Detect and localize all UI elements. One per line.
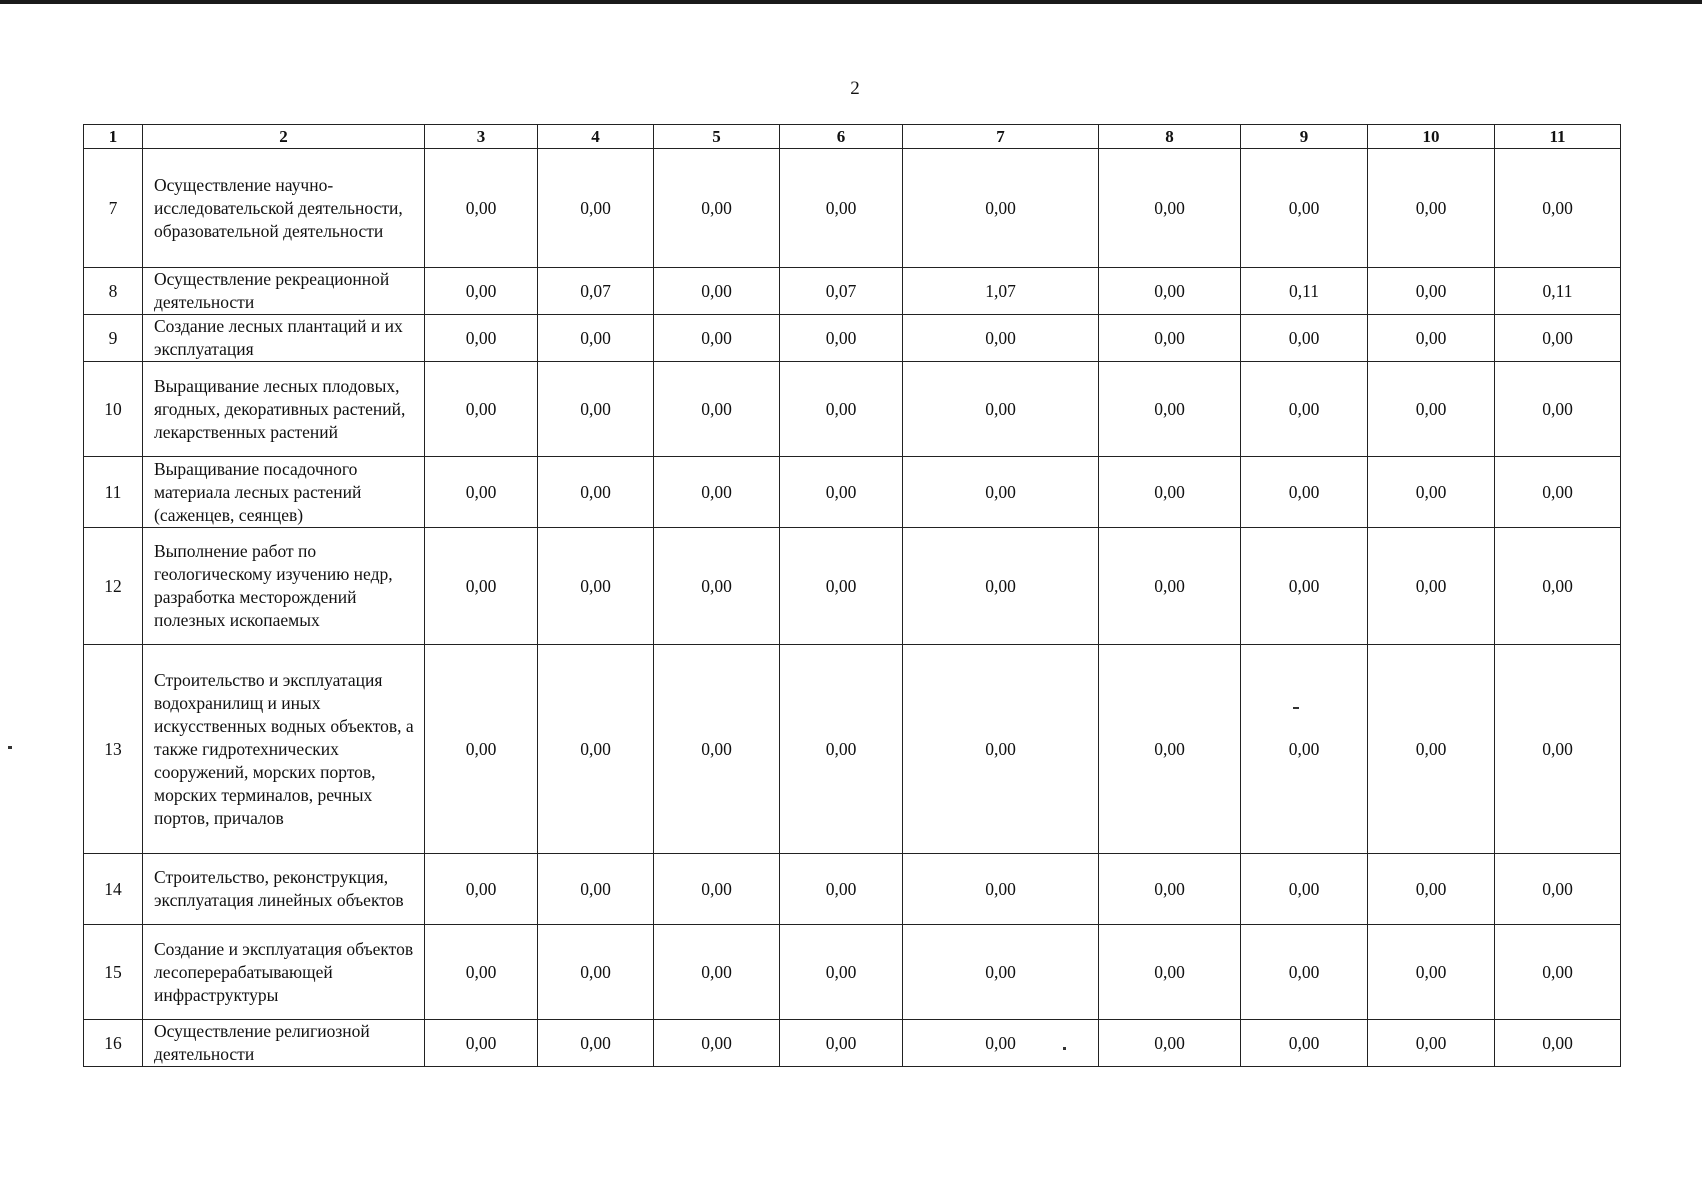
value-cell: 0,00 bbox=[425, 315, 538, 362]
value-cell: 0,00 bbox=[1241, 528, 1368, 645]
column-header: 5 bbox=[654, 125, 780, 149]
value-cell: 0,00 bbox=[1368, 854, 1495, 925]
value-cell: 0,00 bbox=[1495, 362, 1621, 457]
value-cell: 0,00 bbox=[1241, 925, 1368, 1020]
header-row bbox=[84, 125, 1621, 149]
value-cell: 0,00 bbox=[780, 362, 903, 457]
value-cell: 0,00 bbox=[538, 528, 654, 645]
value-cell: 0,00 bbox=[654, 528, 780, 645]
value-cell: 0,00 bbox=[780, 528, 903, 645]
value-cell: 0,00 bbox=[903, 457, 1099, 528]
value-cell: 0,00 bbox=[425, 362, 538, 457]
value-cell: 0,00 bbox=[1495, 528, 1621, 645]
data-table bbox=[83, 124, 1621, 1067]
column-header: 9 bbox=[1241, 125, 1368, 149]
column-header: 1 bbox=[84, 125, 143, 149]
value-cell: 0,00 bbox=[1099, 457, 1241, 528]
value-cell: 0,00 bbox=[538, 315, 654, 362]
value-cell: 0,11 bbox=[1241, 268, 1368, 315]
value-cell: 0,00 bbox=[780, 925, 903, 1020]
table-row bbox=[84, 362, 1621, 457]
value-cell: 0,00 bbox=[1368, 362, 1495, 457]
value-cell: 0,00 bbox=[1241, 457, 1368, 528]
value-cell: 0,00 bbox=[654, 925, 780, 1020]
column-header: 11 bbox=[1495, 125, 1621, 149]
value-cell: 0,00 bbox=[538, 1020, 654, 1067]
row-number: 12 bbox=[84, 528, 143, 645]
value-cell: 0,00 bbox=[780, 149, 903, 268]
value-cell: 0,00 bbox=[903, 528, 1099, 645]
column-header: 7 bbox=[903, 125, 1099, 149]
value-cell: 0,00 bbox=[1241, 315, 1368, 362]
value-cell: 0,00 bbox=[425, 457, 538, 528]
table-row bbox=[84, 457, 1621, 528]
value-cell: 0,00 bbox=[1241, 1020, 1368, 1067]
row-description: Строительство, реконструкция, эксплуатация линейных объектов bbox=[143, 854, 425, 925]
value-cell: 0,00 bbox=[1099, 528, 1241, 645]
value-cell: 0,00 bbox=[654, 854, 780, 925]
value-cell: 0,00 bbox=[654, 457, 780, 528]
value-cell: 0,07 bbox=[780, 268, 903, 315]
value-cell: 0,00 bbox=[903, 362, 1099, 457]
value-cell: 0,00 bbox=[1241, 645, 1368, 854]
row-number: 9 bbox=[84, 315, 143, 362]
value-cell: 0,00 bbox=[1368, 315, 1495, 362]
value-cell: 0,11 bbox=[1495, 268, 1621, 315]
value-cell: 0,00 bbox=[1495, 315, 1621, 362]
value-cell: 0,00 bbox=[654, 645, 780, 854]
value-cell: 0,00 bbox=[654, 268, 780, 315]
value-cell: 0,00 bbox=[1241, 362, 1368, 457]
value-cell: 0,00 bbox=[780, 315, 903, 362]
value-cell: 0,00 bbox=[780, 645, 903, 854]
value-cell: 0,00 bbox=[1495, 645, 1621, 854]
column-header: 10 bbox=[1368, 125, 1495, 149]
value-cell: 1,07 bbox=[903, 268, 1099, 315]
value-cell: 0,00 bbox=[903, 315, 1099, 362]
table-row bbox=[84, 925, 1621, 1020]
value-cell: 0,00 bbox=[1099, 268, 1241, 315]
value-cell: 0,00 bbox=[903, 925, 1099, 1020]
value-cell: 0,00 bbox=[538, 457, 654, 528]
page-number: 2 bbox=[850, 78, 860, 99]
value-cell: 0,00 bbox=[425, 1020, 538, 1067]
row-number: 16 bbox=[84, 1020, 143, 1067]
value-cell: 0,00 bbox=[1368, 457, 1495, 528]
value-cell: 0,00 bbox=[538, 854, 654, 925]
value-cell: 0,00 bbox=[1495, 149, 1621, 268]
value-cell: 0,00 bbox=[425, 854, 538, 925]
value-cell: 0,00 bbox=[1099, 1020, 1241, 1067]
row-number: 14 bbox=[84, 854, 143, 925]
value-cell: 0,00 bbox=[1099, 362, 1241, 457]
table-row bbox=[84, 1020, 1621, 1067]
value-cell: 0,00 bbox=[1368, 925, 1495, 1020]
value-cell: 0,00 bbox=[1099, 925, 1241, 1020]
value-cell: 0,00 bbox=[1368, 149, 1495, 268]
value-cell: 0,00 bbox=[1368, 528, 1495, 645]
row-description: Создание лесных плантаций и их эксплуатация bbox=[143, 315, 425, 362]
value-cell: 0,00 bbox=[1099, 645, 1241, 854]
row-description: Выполнение работ по геологическому изучению недр, разработка месторождений полезных ископаемых bbox=[143, 528, 425, 645]
table-row bbox=[84, 854, 1621, 925]
value-cell: 0,00 bbox=[654, 1020, 780, 1067]
value-cell: 0,00 bbox=[903, 645, 1099, 854]
value-cell: 0,00 bbox=[425, 268, 538, 315]
value-cell: 0,00 bbox=[425, 645, 538, 854]
table-row bbox=[84, 528, 1621, 645]
value-cell: 0,00 bbox=[903, 854, 1099, 925]
value-cell: 0,00 bbox=[780, 457, 903, 528]
table-row bbox=[84, 149, 1621, 268]
value-cell: 0,00 bbox=[654, 149, 780, 268]
value-cell: 0,00 bbox=[1495, 854, 1621, 925]
row-number: 11 bbox=[84, 457, 143, 528]
row-number: 7 bbox=[84, 149, 143, 268]
column-header: 8 bbox=[1099, 125, 1241, 149]
column-header: 2 bbox=[143, 125, 425, 149]
column-header: 4 bbox=[538, 125, 654, 149]
value-cell: 0,00 bbox=[1368, 1020, 1495, 1067]
column-header: 3 bbox=[425, 125, 538, 149]
value-cell: 0,00 bbox=[780, 854, 903, 925]
row-number: 13 bbox=[84, 645, 143, 854]
value-cell: 0,00 bbox=[903, 1020, 1099, 1067]
row-number: 8 bbox=[84, 268, 143, 315]
value-cell: 0,07 bbox=[538, 268, 654, 315]
value-cell: 0,00 bbox=[1495, 1020, 1621, 1067]
value-cell: 0,00 bbox=[903, 149, 1099, 268]
value-cell: 0,00 bbox=[538, 362, 654, 457]
row-number: 10 bbox=[84, 362, 143, 457]
table-row bbox=[84, 645, 1621, 854]
table-row bbox=[84, 268, 1621, 315]
value-cell: 0,00 bbox=[538, 645, 654, 854]
table-row bbox=[84, 315, 1621, 362]
value-cell: 0,00 bbox=[780, 1020, 903, 1067]
value-cell: 0,00 bbox=[1241, 854, 1368, 925]
value-cell: 0,00 bbox=[1368, 645, 1495, 854]
value-cell: 0,00 bbox=[425, 528, 538, 645]
value-cell: 0,00 bbox=[1099, 149, 1241, 268]
value-cell: 0,00 bbox=[1099, 315, 1241, 362]
row-description: Осуществление рекреационной деятельности bbox=[143, 268, 425, 315]
value-cell: 0,00 bbox=[1495, 925, 1621, 1020]
value-cell: 0,00 bbox=[538, 925, 654, 1020]
row-number: 15 bbox=[84, 925, 143, 1020]
row-description: Выращивание лесных плодовых, ягодных, декоративных растений, лекарственных растений bbox=[143, 362, 425, 457]
scan-artifact-mark bbox=[8, 746, 12, 749]
value-cell: 0,00 bbox=[1368, 268, 1495, 315]
column-header: 6 bbox=[780, 125, 903, 149]
row-description: Осуществление научно-исследовательской деятельности, образовательной деятельности bbox=[143, 149, 425, 268]
row-description: Осуществление религиозной деятельности bbox=[143, 1020, 425, 1067]
value-cell: 0,00 bbox=[1241, 149, 1368, 268]
value-cell: 0,00 bbox=[1495, 457, 1621, 528]
value-cell: 0,00 bbox=[538, 149, 654, 268]
value-cell: 0,00 bbox=[425, 925, 538, 1020]
row-description: Выращивание посадочного материала лесных растений (саженцев, сеянцев) bbox=[143, 457, 425, 528]
row-description: Создание и эксплуатация объектов лесоперерабатывающей инфраструктуры bbox=[143, 925, 425, 1020]
value-cell: 0,00 bbox=[654, 315, 780, 362]
scan-top-edge bbox=[0, 0, 1702, 4]
value-cell: 0,00 bbox=[1099, 854, 1241, 925]
value-cell: 0,00 bbox=[425, 149, 538, 268]
row-description: Строительство и эксплуатация водохранилищ и иных искусственных водных объектов, а также гидротехнических сооружений, морских портов, морских терминалов, речных портов, причалов bbox=[143, 645, 425, 854]
value-cell: 0,00 bbox=[654, 362, 780, 457]
